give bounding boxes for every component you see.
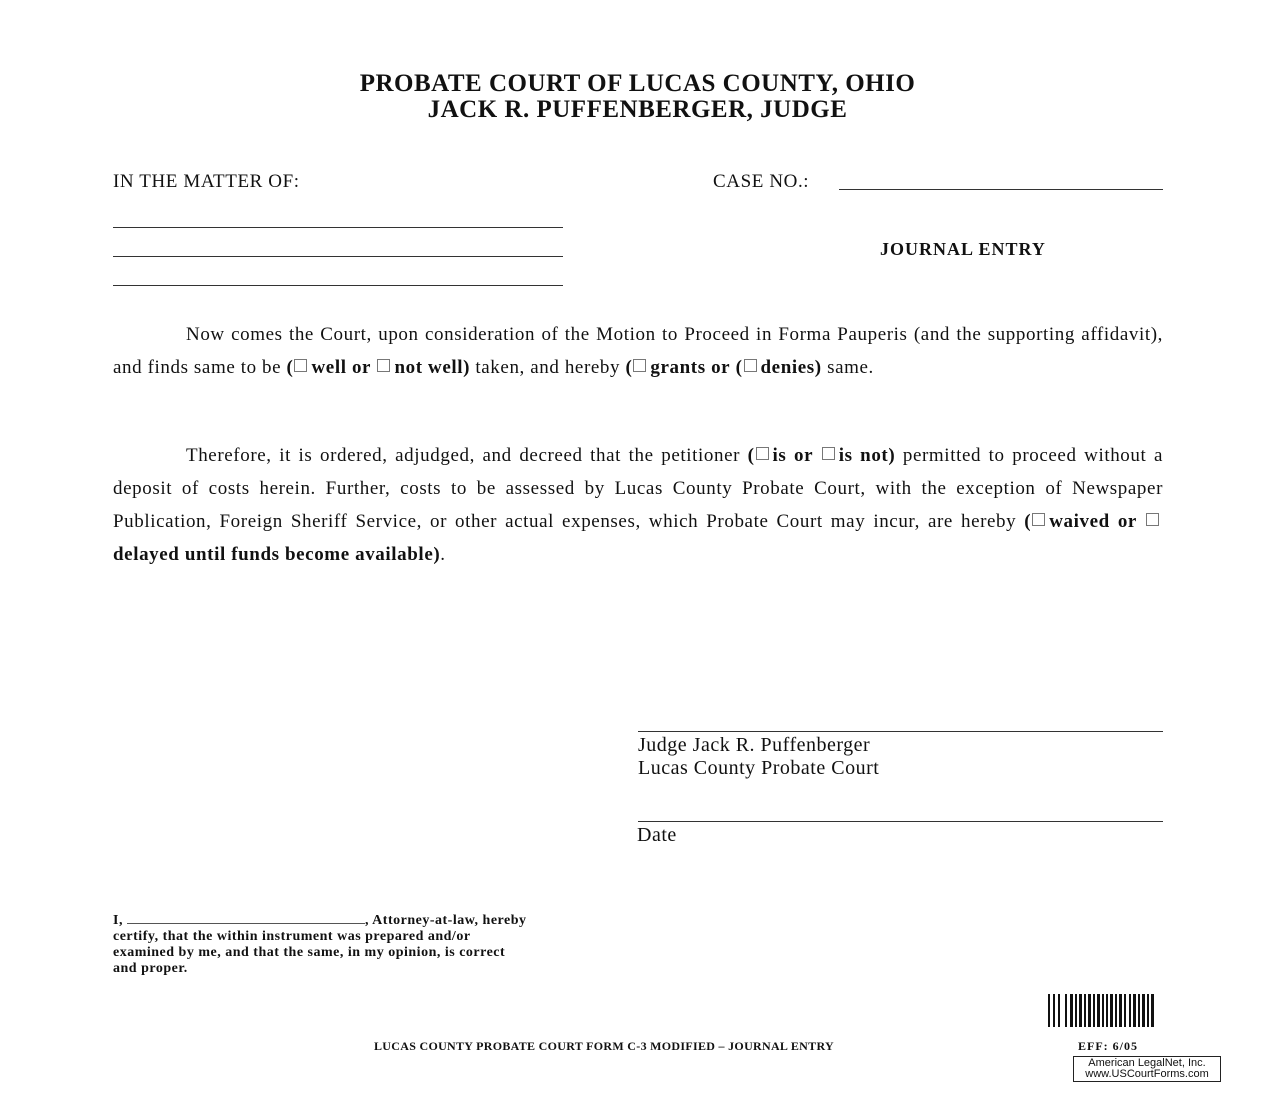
checkbox-is[interactable] [756, 447, 769, 460]
option-well: well or [311, 357, 372, 378]
option-is: is or [772, 445, 814, 466]
effective-date: EFF: 6/05 [1078, 1039, 1138, 1053]
matter-label: IN THE MATTER OF: [113, 171, 300, 192]
publisher-url[interactable]: www.USCourtForms.com [1085, 1068, 1209, 1080]
checkbox-well[interactable] [294, 359, 307, 372]
option-denies: denies) [760, 357, 822, 378]
judge-name: Judge Jack R. Puffenberger [638, 734, 871, 756]
paragraph-motion: Now comes the Court, upon consideration of the Motion to Proceed in Forma Pauperis (and the supporting affidavit), and finds same to be ( well or not well) taken, and hereby ( grants or ( denies) same. [113, 324, 1163, 378]
matter-line-2[interactable] [113, 256, 563, 257]
document-title: JOURNAL ENTRY [880, 239, 1046, 259]
barcode-icon [1048, 994, 1163, 1027]
case-no-field[interactable] [839, 189, 1163, 190]
matter-line-3[interactable] [113, 285, 563, 286]
court-name: Lucas County Probate Court [638, 757, 880, 779]
date-line[interactable] [638, 821, 1163, 822]
court-title: PROBATE COURT OF LUCAS COUNTY, OHIO [359, 70, 916, 97]
option-is-not: is not) [838, 445, 896, 466]
judge-signature-line[interactable] [638, 731, 1163, 732]
checkbox-delayed[interactable] [1146, 513, 1159, 526]
attorney-name-field[interactable] [127, 913, 365, 924]
checkbox-grants[interactable] [633, 359, 646, 372]
matter-line-1[interactable] [113, 227, 563, 228]
paragraph-order: Therefore, it is ordered, adjudged, and decreed that the petitioner ( is or is not) permitted to proceed without a deposit of costs herein. Further, costs to be assessed by Lucas County Probate Court, with the exception of Newspaper Publication, Foreign Sheriff Service, or other actual expenses, which Probate Court may incur, are hereby ( waived or delayed until funds become available). [113, 445, 1163, 565]
date-label: Date [637, 824, 677, 846]
attorney-certification: I, , Attorney-at-law, hereby certify, that the within instrument was prepared and/or examined by me, and that the same, in my opinion, is correct and proper. [113, 913, 527, 976]
checkbox-denies[interactable] [744, 359, 757, 372]
option-delayed: delayed until funds become available) [113, 544, 441, 565]
option-not-well: not well) [394, 357, 471, 378]
form-name: LUCAS COUNTY PROBATE COURT FORM C-3 MODIFIED – JOURNAL ENTRY [374, 1039, 834, 1053]
option-grants: grants or [650, 357, 731, 378]
judge-title: JACK R. PUFFENBERGER, JUDGE [427, 96, 848, 123]
publisher-box [1073, 1056, 1221, 1082]
checkbox-is-not[interactable] [822, 447, 835, 460]
case-no-label: CASE NO.: [713, 171, 810, 192]
option-waived: waived or [1049, 511, 1137, 532]
checkbox-not-well[interactable] [377, 359, 390, 372]
checkbox-waived[interactable] [1032, 513, 1045, 526]
publisher-name: American LegalNet, Inc. [1088, 1057, 1206, 1069]
